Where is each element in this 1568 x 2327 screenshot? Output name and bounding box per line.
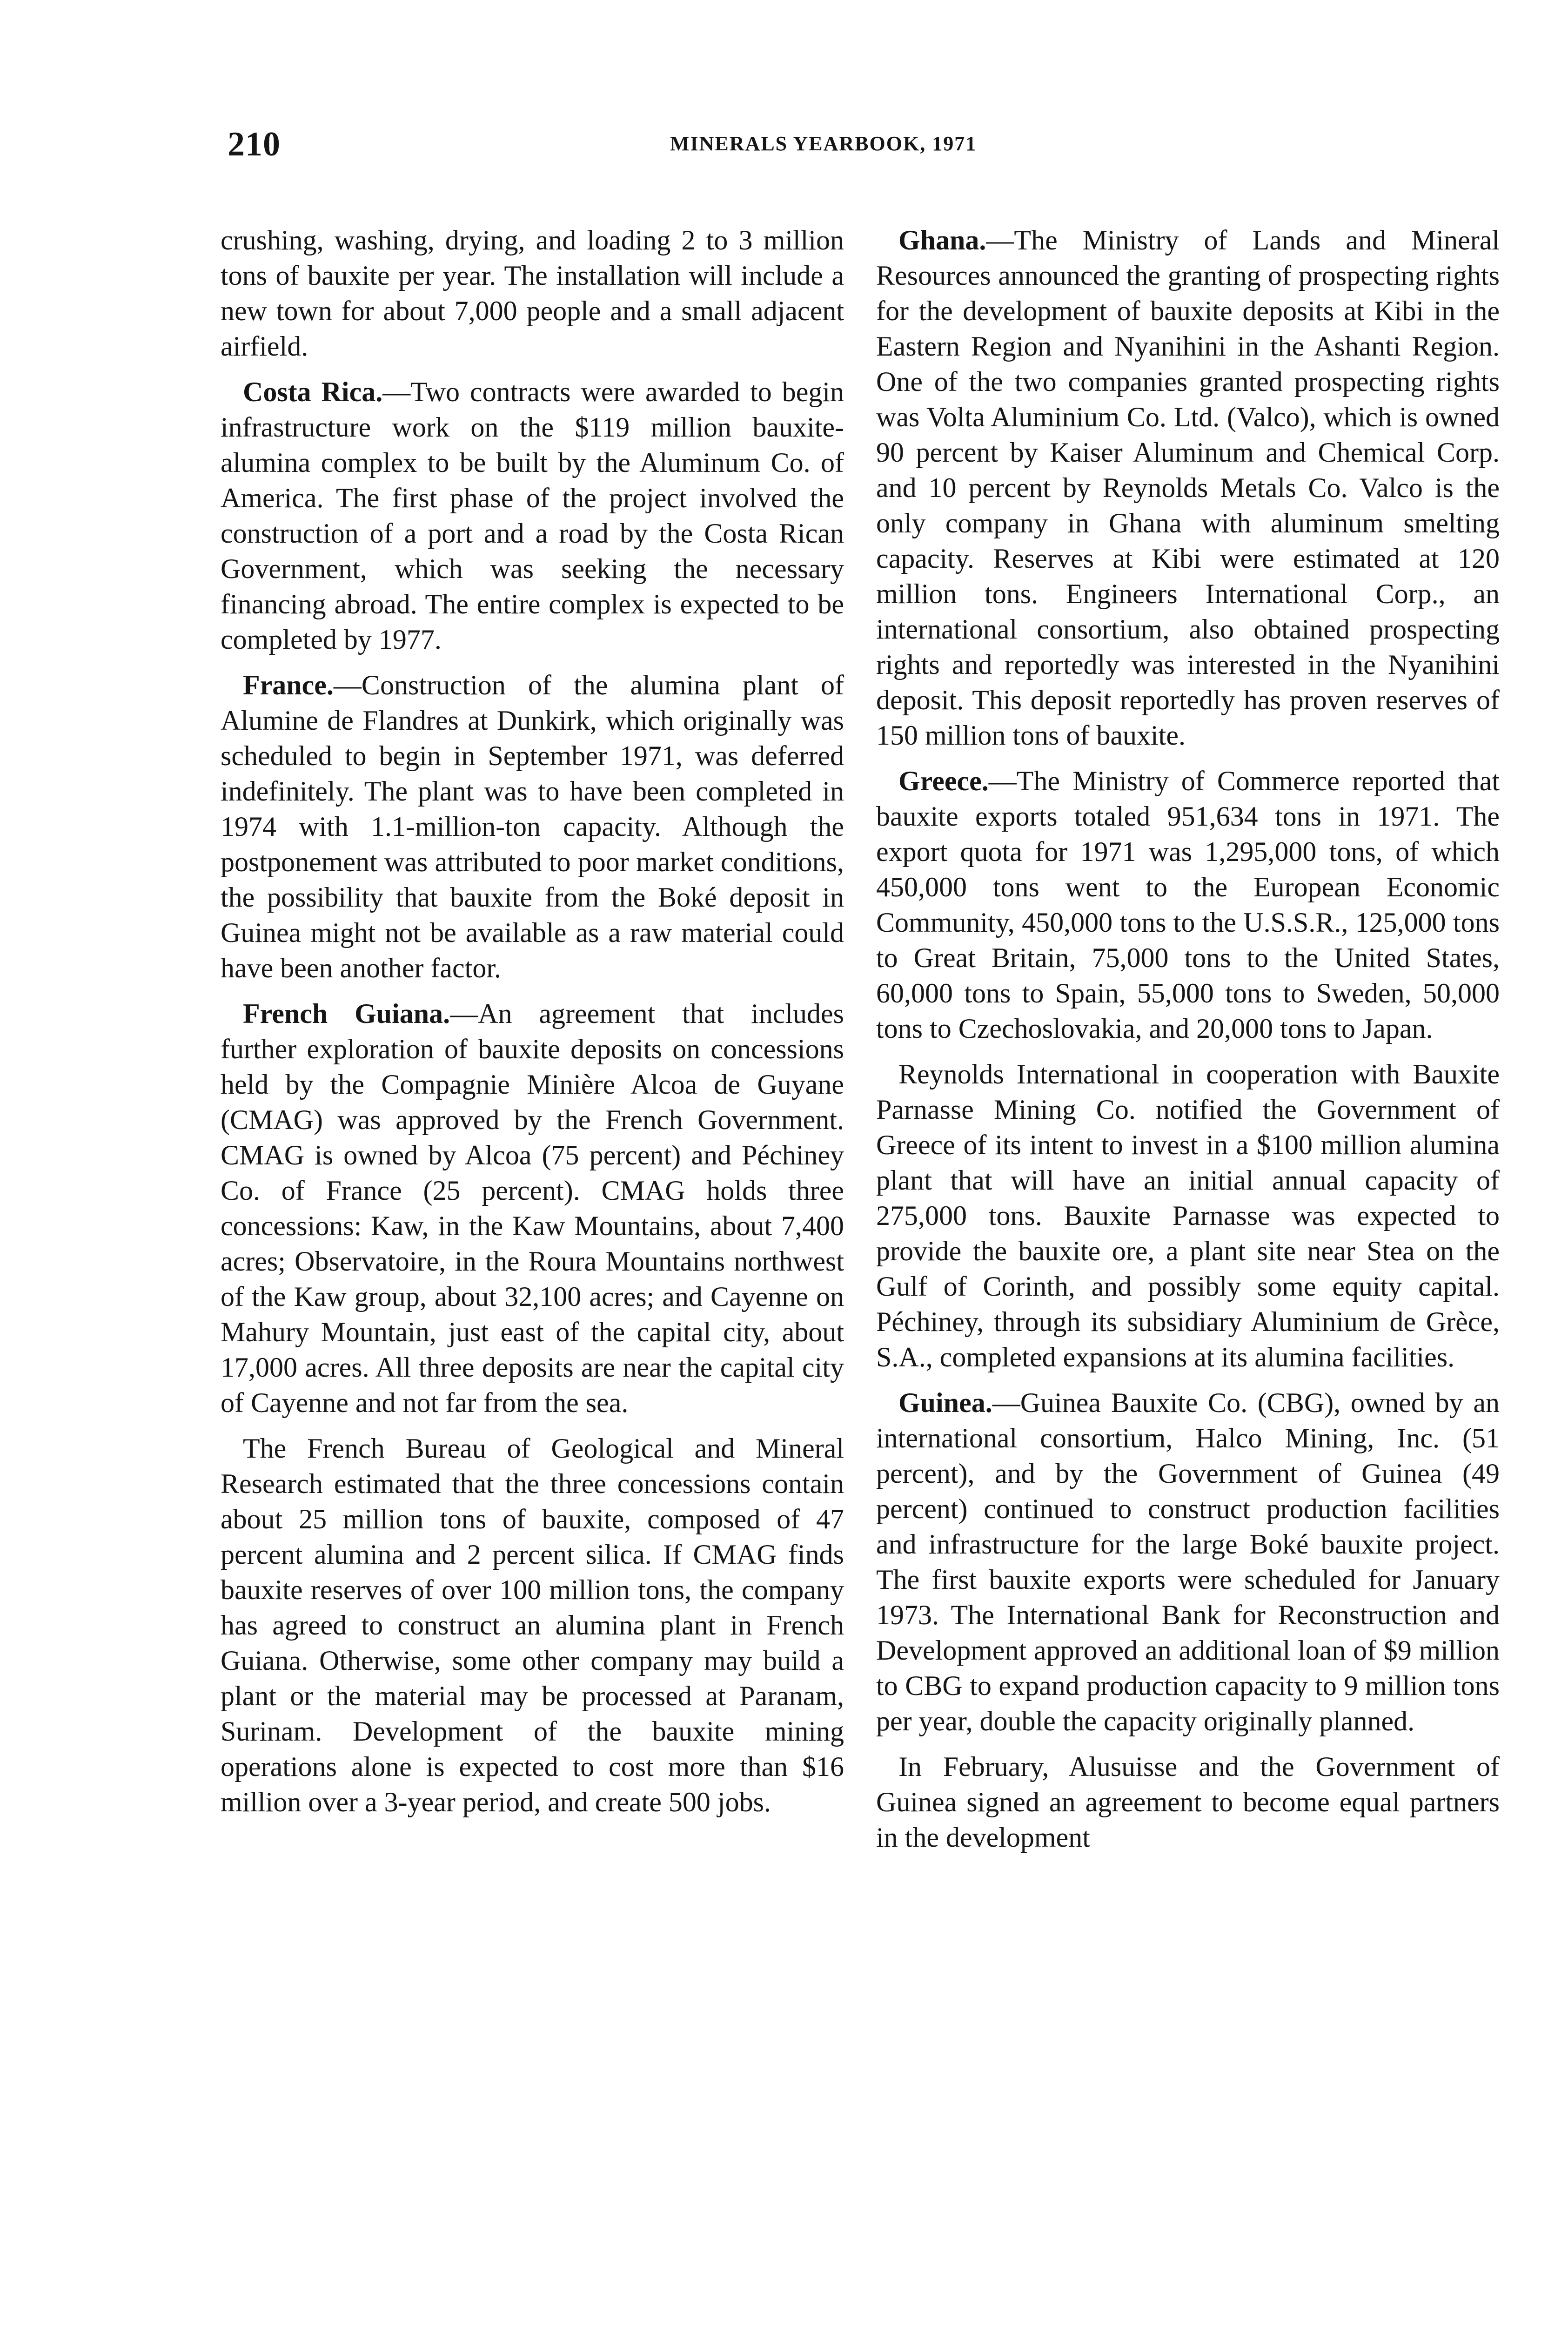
paragraph	[876, 1385, 1500, 1739]
paragraph	[221, 374, 844, 657]
left-column	[221, 222, 844, 1830]
paragraph-text: crushing, washing, drying, and loading 2 to 3 million tons of bauxite per year. The installation will include a new town for about 7,000 people and a small adjacent airfield.	[221, 225, 844, 362]
paragraph	[221, 222, 844, 364]
paragraph	[876, 1056, 1500, 1375]
section-heading: Greece.	[898, 766, 989, 796]
paragraph-text: —An agreement that includes further exploration of bauxite deposits on concessions held by the Compagnie Minière Alcoa de Guyane (CMAG) was approved by the French Government. CMAG is owned by Alcoa (75 percent) and Péchiney Co. of France (25 percent). CMAG holds three concessions: Kaw, in the Kaw Mountains, about 7,400 acres; Observatoire, in the Roura Mountains northwest of the Kaw group, about 32,100 acres; and Cayenne on Mahury Mountain, just east of the capital city, about 17,000 acres. All three deposits are near the capital city of Cayenne and not far from the sea.	[221, 998, 844, 1418]
paragraph	[876, 763, 1500, 1046]
paragraph-text: —The Ministry of Commerce reported that bauxite exports totaled 951,634 tons in 1971. The export quota for 1971 was 1,295,000 tons, of which 450,000 tons went to the European Economic Community, 450,000 tons to the U.S.S.R., 125,000 tons to Great Britain, 75,000 tons to the United States, 60,000 tons to Spain, 55,000 tons to Sweden, 50,000 tons to Czechoslovakia, and 20,000 tons to Japan.	[876, 766, 1500, 1044]
paragraph-text: —Construction of the alumina plant of Alumine de Flandres at Dunkirk, which originally was scheduled to begin in September 1971, was deferred indefinitely. The plant was to have been completed in 1974 with 1.1-million-ton capacity. Although the postponement was attributed to poor market conditions, the possibility that bauxite from the Boké deposit in Guinea might not be available as a raw material could have been another factor.	[221, 670, 844, 983]
paragraph	[221, 667, 844, 986]
page-number: 210	[228, 125, 281, 163]
paragraph	[221, 996, 844, 1420]
paragraph-text: —The Ministry of Lands and Mineral Resources announced the granting of prospecting rights for the development of bauxite deposits at Kibi in the Eastern Region and Nyanihini in the Ashanti Region. One of the two companies granted prospecting rights was Volta Aluminium Co. Ltd. (Valco), which is owned 90 percent by Kaiser Aluminum and Chemical Corp. and 10 percent by Reynolds Metals Co. Valco is the only company in Ghana with aluminum smelting capacity. Reserves at Kibi were estimated at 120 million tons. Engineers International Corp., an international consortium, also obtained prospecting rights and reportedly was interested in the Nyanihini deposit. This deposit reportedly has proven reserves of 150 million tons of bauxite.	[876, 225, 1500, 751]
section-heading: French Guiana.	[243, 998, 450, 1029]
paragraph-text: The French Bureau of Geological and Mineral Research estimated that the three concessions contain about 25 million tons of bauxite, composed of 47 percent alumina and 2 percent silica. If CMAG finds bauxite reserves of over 100 million tons, the company has agreed to construct an alumina plant in French Guiana. Otherwise, some other company may build a plant or the material may be processed at Paranam, Surinam. Development of the bauxite mining operations alone is expected to cost more than $16 million over a 3-year period, and create 500 jobs.	[221, 1433, 844, 1817]
paragraph	[876, 222, 1500, 753]
paragraph-text: Reynolds International in cooperation with Bauxite Parnasse Mining Co. notified the Government of Greece of its intent to invest in a $100 million alumina plant that will have an initial annual capacity of 275,000 tons. Bauxite Parnasse was expected to provide the bauxite ore, a plant site near Stea on the Gulf of Corinth, and possibly some equity capital. Péchiney, through its subsidiary Aluminium de Grèce, S.A., completed expansions at its alumina facilities.	[876, 1059, 1500, 1372]
right-column	[876, 222, 1500, 1865]
paragraph-text: —Two contracts were awarded to begin infrastructure work on the $119 million bauxite-alumina complex to be built by the Aluminum Co. of America. The first phase of the project involved the construction of a port and a road by the Costa Rican Government, which was seeking the necessary financing abroad. The entire complex is expected to be completed by 1977.	[221, 377, 844, 655]
section-heading: Costa Rica.	[243, 377, 383, 407]
running-title: MINERALS YEARBOOK, 1971	[670, 132, 977, 155]
section-heading: Ghana.	[898, 225, 986, 256]
paragraph	[221, 1431, 844, 1820]
paragraph-text: In February, Alusuisse and the Government of Guinea signed an agreement to become equal partners in the development	[876, 1751, 1500, 1853]
paragraph	[876, 1749, 1500, 1855]
paragraph-text: —Guinea Bauxite Co. (CBG), owned by an international consortium, Halco Mining, Inc. (51 percent), and by the Government of Guinea (49 percent) continued to construct production facilities and infrastructure for the large Boké bauxite project. The first bauxite exports were scheduled for January 1973. The International Bank for Reconstruction and Development approved an additional loan of $9 million to CBG to expand production capacity to 9 million tons per year, double the capacity originally planned.	[876, 1387, 1500, 1736]
section-heading: France.	[243, 670, 334, 700]
section-heading: Guinea.	[898, 1387, 992, 1418]
